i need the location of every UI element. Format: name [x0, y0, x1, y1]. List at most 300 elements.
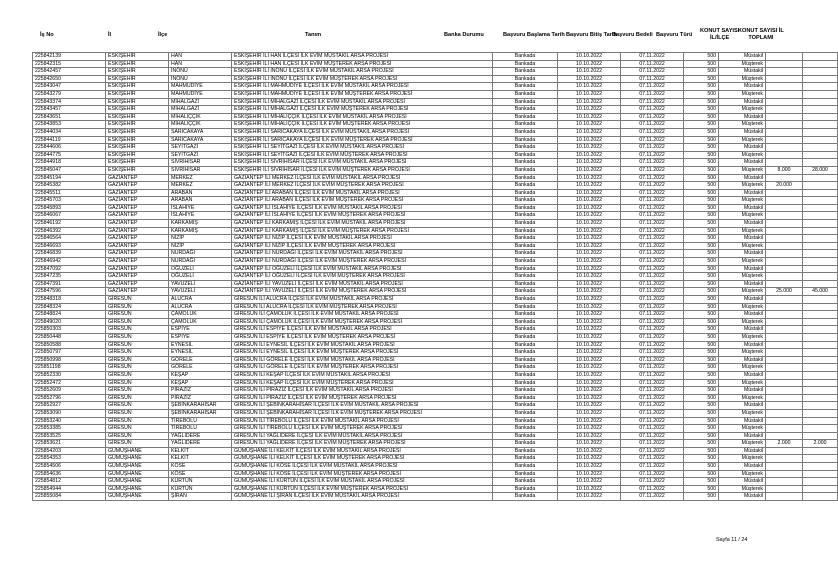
cell-ilce: KÖSE	[169, 463, 232, 471]
cell-baslama-tarih: 10.10.2022	[558, 227, 621, 235]
cell-konut-sayisi	[766, 106, 803, 114]
cell-il: ESKİŞEHİR	[106, 166, 169, 174]
cell-bitis-tarih: 07.11.2022	[621, 440, 684, 448]
cell-basvuru-turu: Müstakil	[719, 174, 766, 182]
cell-basvuru-turu: Müstakil	[719, 280, 766, 288]
cell-konut-sayisi	[766, 174, 803, 182]
cell-il: ESKİŞEHİR	[106, 53, 169, 61]
cell-konut-toplam	[803, 60, 838, 68]
cell-il: GAZİANTEP	[106, 280, 169, 288]
cell-bitis-tarih: 07.11.2022	[621, 75, 684, 83]
cell-tanim: GAZİANTEP İLİ KARKAMIŞ İLÇESİ İLK EVİM MÜSTAKİL ARSA PROJESİ	[232, 220, 493, 228]
table-row	[33, 379, 838, 387]
cell-bedel: 500	[684, 425, 719, 433]
table-row	[33, 121, 838, 129]
cell-bedel: 500	[684, 447, 719, 455]
cell-basvuru-turu: Müstakil	[719, 371, 766, 379]
cell-ilce: KÜRTÜN	[169, 485, 232, 493]
cell-bedel: 500	[684, 60, 719, 68]
cell-tanim: GİRESUN İLİ ESPİYE İLÇESİ İLK EVİM MÜSTAKİL ARSA PROJESİ	[232, 326, 493, 334]
cell-tanim: GİRESUN İLİ ALUCRA İLÇESİ İLK EVİM MÜŞTEREK ARSA PROJESİ	[232, 303, 493, 311]
cell-tanim: ESKİŞEHİR İLİ SARICAKAYA İLÇESİ İLK EVİM MÜSTAKİL ARSA PROJESİ	[232, 128, 493, 136]
cell-baslama-tarih: 10.10.2022	[558, 341, 621, 349]
header-bitis-tarih: Başvuru Bitiş Tarih	[566, 32, 617, 38]
cell-tanim: GÜMÜŞHANE İLİ KÖSE İLÇESİ İLK EVİM MÜSTAKİL ARSA PROJESİ	[232, 463, 493, 471]
cell-is-no: 225846693	[33, 242, 106, 250]
cell-is-no: 225854353	[33, 455, 106, 463]
cell-ilce: TİREBOLU	[169, 425, 232, 433]
cell-ilce: MİHALGAZİ	[169, 98, 232, 106]
cell-banka-durumu: Bankada	[493, 75, 558, 83]
cell-bedel: 500	[684, 432, 719, 440]
cell-banka-durumu: Bankada	[493, 242, 558, 250]
cell-tanim: ESKİŞEHİR İLİ SİVRİHİSAR İLÇESİ İLK EVİM MÜŞTEREK ARSA PROJESİ	[232, 166, 493, 174]
cell-is-no: 225844918	[33, 159, 106, 167]
page-number: Sayfa 11 / 24	[716, 537, 748, 543]
data-table	[32, 52, 838, 501]
cell-baslama-tarih: 10.10.2022	[558, 311, 621, 319]
table-row	[33, 387, 838, 395]
cell-is-no: 225853621	[33, 440, 106, 448]
cell-basvuru-turu: Müstakil	[719, 265, 766, 273]
cell-banka-durumu: Bankada	[493, 379, 558, 387]
cell-banka-durumu: Bankada	[493, 151, 558, 159]
cell-bitis-tarih: 07.11.2022	[621, 53, 684, 61]
cell-konut-sayisi	[766, 197, 803, 205]
cell-bedel: 500	[684, 379, 719, 387]
cell-is-no: 225853090	[33, 409, 106, 417]
cell-il: GİRESUN	[106, 311, 169, 319]
cell-is-no: 225854636	[33, 470, 106, 478]
table-row	[33, 417, 838, 425]
cell-basvuru-turu: Müşterek	[719, 151, 766, 159]
cell-bitis-tarih: 07.11.2022	[621, 288, 684, 296]
cell-is-no: 225850797	[33, 349, 106, 357]
cell-basvuru-turu: Müstakil	[719, 128, 766, 136]
cell-ilce: KEŞAP	[169, 379, 232, 387]
cell-bitis-tarih: 07.11.2022	[621, 493, 684, 501]
cell-konut-sayisi	[766, 159, 803, 167]
cell-basvuru-turu: Müstakil	[719, 250, 766, 258]
cell-is-no: 225844606	[33, 144, 106, 152]
cell-is-no: 225845511	[33, 189, 106, 197]
cell-basvuru-turu: Müstakil	[719, 402, 766, 410]
cell-ilce: YAĞLIDERE	[169, 440, 232, 448]
cell-konut-toplam	[803, 182, 838, 190]
table-row	[33, 250, 838, 258]
cell-is-no: 225850588	[33, 341, 106, 349]
table-row	[33, 151, 838, 159]
cell-is-no: 225845893	[33, 204, 106, 212]
cell-is-no: 225850303	[33, 326, 106, 334]
cell-konut-sayisi	[766, 311, 803, 319]
cell-ilce: MİHALGAZİ	[169, 106, 232, 114]
cell-konut-toplam	[803, 53, 838, 61]
cell-baslama-tarih: 10.10.2022	[558, 121, 621, 129]
cell-il: ESKİŞEHİR	[106, 128, 169, 136]
cell-tanim: GAZİANTEP İLİ MERKEZ İLÇESİ İLK EVİM MÜSTAKİL ARSA PROJESİ	[232, 174, 493, 182]
cell-baslama-tarih: 10.10.2022	[558, 303, 621, 311]
cell-banka-durumu: Bankada	[493, 356, 558, 364]
cell-is-no: 225843651	[33, 113, 106, 121]
cell-tanim: ESKİŞEHİR İLİ İNÖNÜ İLÇESİ İLK EVİM MÜSTAKİL ARSA PROJESİ	[232, 68, 493, 76]
cell-konut-sayisi	[766, 265, 803, 273]
table-row	[33, 136, 838, 144]
table-row	[33, 318, 838, 326]
cell-konut-toplam	[803, 242, 838, 250]
cell-il: ESKİŞEHİR	[106, 75, 169, 83]
cell-ilce: YAVUZELİ	[169, 288, 232, 296]
cell-bedel: 500	[684, 493, 719, 501]
cell-baslama-tarih: 10.10.2022	[558, 364, 621, 372]
cell-konut-toplam	[803, 318, 838, 326]
cell-is-no: 225852796	[33, 394, 106, 402]
cell-konut-sayisi	[766, 98, 803, 106]
cell-il: GİRESUN	[106, 440, 169, 448]
cell-basvuru-turu: Müstakil	[719, 478, 766, 486]
cell-bitis-tarih: 07.11.2022	[621, 83, 684, 91]
cell-basvuru-turu: Müstakil	[719, 296, 766, 304]
cell-is-no: 225853385	[33, 425, 106, 433]
cell-banka-durumu: Bankada	[493, 364, 558, 372]
table-row	[33, 265, 838, 273]
cell-konut-sayisi	[766, 258, 803, 266]
cell-banka-durumu: Bankada	[493, 470, 558, 478]
cell-is-no: 225843374	[33, 98, 106, 106]
cell-bedel: 500	[684, 212, 719, 220]
cell-il: GÜMÜŞHANE	[106, 493, 169, 501]
cell-bitis-tarih: 07.11.2022	[621, 212, 684, 220]
cell-tanim: ESKİŞEHİR İLİ SARICAKAYA İLÇESİ İLK EVİM MÜŞTEREK ARSA PROJESİ	[232, 136, 493, 144]
cell-tanim: ESKİŞEHİR İLİ MİHALIÇÇIK İLÇESİ İLK EVİM MÜSTAKİL ARSA PROJESİ	[232, 113, 493, 121]
cell-banka-durumu: Bankada	[493, 273, 558, 281]
cell-bedel: 500	[684, 227, 719, 235]
cell-konut-sayisi	[766, 425, 803, 433]
cell-banka-durumu: Bankada	[493, 288, 558, 296]
cell-banka-durumu: Bankada	[493, 463, 558, 471]
cell-banka-durumu: Bankada	[493, 265, 558, 273]
cell-basvuru-turu: Müstakil	[719, 220, 766, 228]
cell-tanim: GİRESUN İLİ ŞEBİNKARAHİSAR İLÇESİ İLK EVİM MÜŞTEREK ARSA PROJESİ	[232, 409, 493, 417]
cell-bedel: 500	[684, 151, 719, 159]
cell-basvuru-turu: Müstakil	[719, 326, 766, 334]
table-row	[33, 356, 838, 364]
cell-konut-sayisi	[766, 75, 803, 83]
cell-basvuru-turu: Müşterek	[719, 273, 766, 281]
cell-is-no: 225846942	[33, 258, 106, 266]
cell-il: ESKİŞEHİR	[106, 151, 169, 159]
cell-bitis-tarih: 07.11.2022	[621, 394, 684, 402]
cell-bedel: 500	[684, 136, 719, 144]
cell-bitis-tarih: 07.11.2022	[621, 144, 684, 152]
table-row	[33, 296, 838, 304]
cell-konut-toplam	[803, 273, 838, 281]
cell-bedel: 500	[684, 478, 719, 486]
cell-baslama-tarih: 10.10.2022	[558, 197, 621, 205]
cell-is-no: 225854812	[33, 478, 106, 486]
cell-ilce: MERKEZ	[169, 182, 232, 190]
cell-bedel: 500	[684, 159, 719, 167]
table-row	[33, 463, 838, 471]
cell-il: GAZİANTEP	[106, 182, 169, 190]
cell-banka-durumu: Bankada	[493, 250, 558, 258]
cell-konut-sayisi	[766, 68, 803, 76]
cell-bedel: 500	[684, 83, 719, 91]
cell-baslama-tarih: 10.10.2022	[558, 60, 621, 68]
cell-is-no: 225852472	[33, 379, 106, 387]
cell-bitis-tarih: 07.11.2022	[621, 220, 684, 228]
cell-konut-sayisi	[766, 113, 803, 121]
cell-is-no: 225842315	[33, 60, 106, 68]
cell-basvuru-turu: Müşterek	[719, 440, 766, 448]
cell-ilce: İSLAHİYE	[169, 204, 232, 212]
table-row	[33, 349, 838, 357]
cell-tanim: GİRESUN İLİ YAĞLIDERE İLÇESİ İLK EVİM MÜSTAKİL ARSA PROJESİ	[232, 432, 493, 440]
cell-bedel: 500	[684, 265, 719, 273]
cell-baslama-tarih: 10.10.2022	[558, 128, 621, 136]
cell-banka-durumu: Bankada	[493, 455, 558, 463]
cell-tanim: GÜMÜŞHANE İLİ KÜRTÜN İLÇESİ İLK EVİM MÜSTAKİL ARSA PROJESİ	[232, 478, 493, 486]
cell-il: GİRESUN	[106, 417, 169, 425]
cell-tanim: GİRESUN İLİ EYNESİL İLÇESİ İLK EVİM MÜŞTEREK ARSA PROJESİ	[232, 349, 493, 357]
header-konut-sayisi-line1: KONUT SAYISI	[700, 28, 740, 34]
cell-baslama-tarih: 10.10.2022	[558, 455, 621, 463]
cell-konut-sayisi	[766, 356, 803, 364]
cell-tanim: ESKİŞEHİR İLİ MİHALIÇÇIK İLÇESİ İLK EVİM MÜŞTEREK ARSA PROJESİ	[232, 121, 493, 129]
cell-bedel: 500	[684, 98, 719, 106]
cell-baslama-tarih: 10.10.2022	[558, 250, 621, 258]
cell-konut-toplam	[803, 371, 838, 379]
cell-konut-toplam	[803, 478, 838, 486]
cell-basvuru-turu: Müşterek	[719, 227, 766, 235]
table-row	[33, 371, 838, 379]
cell-banka-durumu: Bankada	[493, 68, 558, 76]
cell-baslama-tarih: 10.10.2022	[558, 106, 621, 114]
cell-tanim: GÜMÜŞHANE İLİ KÜRTÜN İLÇESİ İLK EVİM MÜŞTEREK ARSA PROJESİ	[232, 485, 493, 493]
cell-bitis-tarih: 07.11.2022	[621, 326, 684, 334]
cell-tanim: GAZİANTEP İLİ İSLAHİYE İLÇESİ İLK EVİM MÜSTAKİL ARSA PROJESİ	[232, 204, 493, 212]
cell-bedel: 500	[684, 280, 719, 288]
cell-baslama-tarih: 10.10.2022	[558, 296, 621, 304]
cell-bedel: 500	[684, 273, 719, 281]
cell-basvuru-turu: Müşterek	[719, 197, 766, 205]
cell-bedel: 500	[684, 440, 719, 448]
cell-konut-toplam	[803, 90, 838, 98]
cell-il: GÜMÜŞHANE	[106, 447, 169, 455]
cell-il: GAZİANTEP	[106, 189, 169, 197]
cell-konut-toplam	[803, 250, 838, 258]
cell-il: GİRESUN	[106, 387, 169, 395]
cell-konut-toplam	[803, 409, 838, 417]
cell-konut-toplam	[803, 144, 838, 152]
cell-baslama-tarih: 10.10.2022	[558, 379, 621, 387]
cell-basvuru-turu: Müşterek	[719, 364, 766, 372]
cell-baslama-tarih: 10.10.2022	[558, 493, 621, 501]
cell-il: GÜMÜŞHANE	[106, 478, 169, 486]
table-row	[33, 113, 838, 121]
cell-bitis-tarih: 07.11.2022	[621, 189, 684, 197]
cell-is-no: 225845194	[33, 174, 106, 182]
header-basvuru-bedeli: Başvuru Bedeli	[612, 32, 653, 38]
cell-bitis-tarih: 07.11.2022	[621, 296, 684, 304]
cell-bitis-tarih: 07.11.2022	[621, 136, 684, 144]
cell-konut-sayisi	[766, 303, 803, 311]
cell-baslama-tarih: 10.10.2022	[558, 83, 621, 91]
cell-basvuru-turu: Müstakil	[719, 68, 766, 76]
cell-baslama-tarih: 10.10.2022	[558, 371, 621, 379]
cell-ilce: GÖRELE	[169, 356, 232, 364]
cell-konut-toplam	[803, 280, 838, 288]
header-ilce: İlçe	[158, 32, 168, 38]
table-row	[33, 364, 838, 372]
cell-bitis-tarih: 07.11.2022	[621, 432, 684, 440]
table-row	[33, 326, 838, 334]
table-row	[33, 204, 838, 212]
cell-konut-sayisi	[766, 341, 803, 349]
cell-ilce: ÇAMOLUK	[169, 311, 232, 319]
cell-il: GİRESUN	[106, 318, 169, 326]
cell-ilce: ŞEBİNKARAHİSAR	[169, 409, 232, 417]
cell-basvuru-turu: Müstakil	[719, 189, 766, 197]
cell-konut-toplam: 45.000	[803, 288, 838, 296]
cell-konut-toplam	[803, 349, 838, 357]
cell-bitis-tarih: 07.11.2022	[621, 106, 684, 114]
cell-banka-durumu: Bankada	[493, 235, 558, 243]
cell-bitis-tarih: 07.11.2022	[621, 113, 684, 121]
cell-il: GAZİANTEP	[106, 204, 169, 212]
cell-basvuru-turu: Müşterek	[719, 318, 766, 326]
cell-bitis-tarih: 07.11.2022	[621, 402, 684, 410]
cell-konut-sayisi	[766, 250, 803, 258]
cell-il: GİRESUN	[106, 409, 169, 417]
cell-baslama-tarih: 10.10.2022	[558, 204, 621, 212]
header-konut-toplam-line2: TOPLAMI	[748, 35, 774, 41]
cell-basvuru-turu: Müstakil	[719, 83, 766, 91]
cell-tanim: GAZİANTEP İLİ MERKEZ İLÇESİ İLK EVİM MÜŞTEREK ARSA PROJESİ	[232, 182, 493, 190]
cell-is-no: 225849020	[33, 318, 106, 326]
cell-bedel: 500	[684, 189, 719, 197]
cell-is-no: 225846839	[33, 250, 106, 258]
cell-konut-toplam	[803, 75, 838, 83]
cell-is-no: 225844775	[33, 151, 106, 159]
cell-is-no: 225847092	[33, 265, 106, 273]
cell-bitis-tarih: 07.11.2022	[621, 235, 684, 243]
cell-ilce: HAN	[169, 60, 232, 68]
cell-tanim: GİRESUN İLİ EYNESİL İLÇESİ İLK EVİM MÜSTAKİL ARSA PROJESİ	[232, 341, 493, 349]
cell-ilce: ALUCRA	[169, 303, 232, 311]
cell-ilce: MAHMUDİYE	[169, 83, 232, 91]
cell-bitis-tarih: 07.11.2022	[621, 485, 684, 493]
cell-baslama-tarih: 10.10.2022	[558, 402, 621, 410]
cell-konut-toplam	[803, 174, 838, 182]
cell-tanim: GAZİANTEP İLİ NİZİP İLÇESİ İLK EVİM MÜŞTEREK ARSA PROJESİ	[232, 242, 493, 250]
table-row	[33, 425, 838, 433]
cell-konut-sayisi	[766, 387, 803, 395]
cell-bitis-tarih: 07.11.2022	[621, 333, 684, 341]
cell-ilce: KELKİT	[169, 447, 232, 455]
cell-konut-sayisi	[766, 493, 803, 501]
cell-il: GİRESUN	[106, 402, 169, 410]
cell-il: ESKİŞEHİR	[106, 60, 169, 68]
cell-baslama-tarih: 10.10.2022	[558, 159, 621, 167]
table-row	[33, 144, 838, 152]
cell-bedel: 500	[684, 204, 719, 212]
cell-basvuru-turu: Müşterek	[719, 136, 766, 144]
cell-banka-durumu: Bankada	[493, 493, 558, 501]
cell-bedel: 500	[684, 394, 719, 402]
cell-konut-toplam	[803, 204, 838, 212]
cell-tanim: GAZİANTEP İLİ İSLAHİYE İLÇESİ İLK EVİM MÜŞTEREK ARSA PROJESİ	[232, 212, 493, 220]
cell-bitis-tarih: 07.11.2022	[621, 250, 684, 258]
cell-bedel: 500	[684, 356, 719, 364]
cell-il: GAZİANTEP	[106, 273, 169, 281]
cell-baslama-tarih: 10.10.2022	[558, 440, 621, 448]
cell-tanim: GİRESUN İLİ KEŞAP İLÇESİ İLK EVİM MÜŞTEREK ARSA PROJESİ	[232, 379, 493, 387]
table-row	[33, 493, 838, 501]
cell-basvuru-turu: Müstakil	[719, 493, 766, 501]
cell-banka-durumu: Bankada	[493, 296, 558, 304]
table-row	[33, 311, 838, 319]
cell-banka-durumu: Bankada	[493, 83, 558, 91]
cell-basvuru-turu: Müşterek	[719, 121, 766, 129]
cell-baslama-tarih: 10.10.2022	[558, 166, 621, 174]
cell-ilce: HAN	[169, 53, 232, 61]
cell-ilce: NİZİP	[169, 242, 232, 250]
cell-is-no: 225846192	[33, 220, 106, 228]
cell-is-no: 225845047	[33, 166, 106, 174]
cell-is-no: 225843047	[33, 83, 106, 91]
cell-konut-sayisi	[766, 409, 803, 417]
cell-is-no: 225842139	[33, 53, 106, 61]
cell-baslama-tarih: 10.10.2022	[558, 349, 621, 357]
cell-konut-sayisi	[766, 204, 803, 212]
cell-bitis-tarih: 07.11.2022	[621, 98, 684, 106]
cell-baslama-tarih: 10.10.2022	[558, 182, 621, 190]
cell-konut-toplam	[803, 311, 838, 319]
cell-ilce: SİVRİHİSAR	[169, 166, 232, 174]
cell-konut-sayisi	[766, 402, 803, 410]
cell-is-no: 225846392	[33, 227, 106, 235]
cell-bitis-tarih: 07.11.2022	[621, 364, 684, 372]
cell-banka-durumu: Bankada	[493, 303, 558, 311]
cell-bedel: 500	[684, 288, 719, 296]
cell-basvuru-turu: Müşterek	[719, 394, 766, 402]
cell-il: GİRESUN	[106, 296, 169, 304]
cell-il: ESKİŞEHİR	[106, 106, 169, 114]
cell-banka-durumu: Bankada	[493, 136, 558, 144]
cell-baslama-tarih: 10.10.2022	[558, 273, 621, 281]
cell-il: GAZİANTEP	[106, 197, 169, 205]
cell-konut-toplam	[803, 356, 838, 364]
cell-basvuru-turu: Müstakil	[719, 204, 766, 212]
cell-bedel: 500	[684, 463, 719, 471]
cell-tanim: ESKİŞEHİR İLİ MİHALGAZİ İLÇESİ İLK EVİM MÜŞTEREK ARSA PROJESİ	[232, 106, 493, 114]
cell-ilce: KÖSE	[169, 470, 232, 478]
cell-baslama-tarih: 10.10.2022	[558, 53, 621, 61]
cell-banka-durumu: Bankada	[493, 311, 558, 319]
cell-konut-toplam	[803, 425, 838, 433]
cell-basvuru-turu: Müstakil	[719, 53, 766, 61]
cell-ilce: OĞUZELİ	[169, 273, 232, 281]
cell-is-no: 225850998	[33, 356, 106, 364]
cell-banka-durumu: Bankada	[493, 197, 558, 205]
cell-tanim: GÜMÜŞHANE İLİ KÖSE İLÇESİ İLK EVİM MÜŞTEREK ARSA PROJESİ	[232, 470, 493, 478]
cell-banka-durumu: Bankada	[493, 447, 558, 455]
cell-ilce: NURDAĞI	[169, 250, 232, 258]
cell-tanim: GİRESUN İLİ YAĞLIDERE İLÇESİ İLK EVİM MÜŞTEREK ARSA PROJESİ	[232, 440, 493, 448]
cell-baslama-tarih: 10.10.2022	[558, 265, 621, 273]
cell-baslama-tarih: 10.10.2022	[558, 326, 621, 334]
